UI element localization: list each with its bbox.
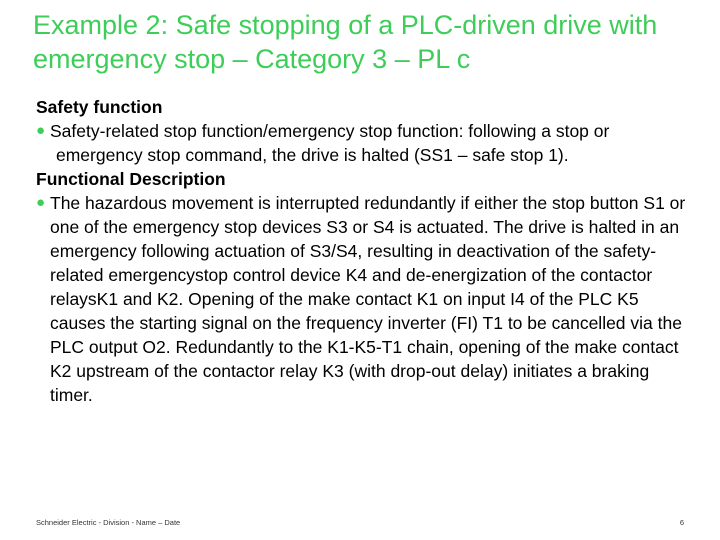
section-heading-safety-function: Safety function [36, 97, 163, 117]
slide-title: Example 2: Safe stopping of a PLC-driven drive with emergency stop – Category 3 – PL c [33, 10, 658, 74]
page-number: 6 [679, 518, 684, 527]
footer-text: Schneider Electric - Division - Name – Date [36, 518, 181, 527]
bullet-text: The hazardous movement is interrupted redundantly if either the stop button S1 or one of the emergency stop devices S3 or S4 is actuated. The drive is halted in an emergency following actuation of S3/S4, resulting in deactivation of the safety-related emergencystop control device K4 and de-energization of the contactor relaysK1 and K2. Opening of the make contact K1 on input I4 of the PLC K5 causes the starting signal on the frequency inverter (FI) T1 to be cancelled via the PLC output O2. Redundantly to the K1-K5-T1 chain, opening of the make contact K2 upstream of the contactor relay K3 (with drop-out delay) initiates a braking timer. [50, 193, 686, 405]
bullet-dot-icon: ● [36, 122, 46, 139]
slide-body [36, 95, 696, 407]
bullet-dot-icon: ● [36, 194, 46, 211]
bullet-functional-description [36, 191, 696, 407]
bullet-text: Safety-related stop function/emergency stop function: following a stop or emergency stop command, the drive is halted (SS1 – safe stop 1). [50, 121, 610, 165]
bullet-safety-function [36, 119, 696, 167]
section-heading-functional-description: Functional Description [36, 169, 226, 189]
